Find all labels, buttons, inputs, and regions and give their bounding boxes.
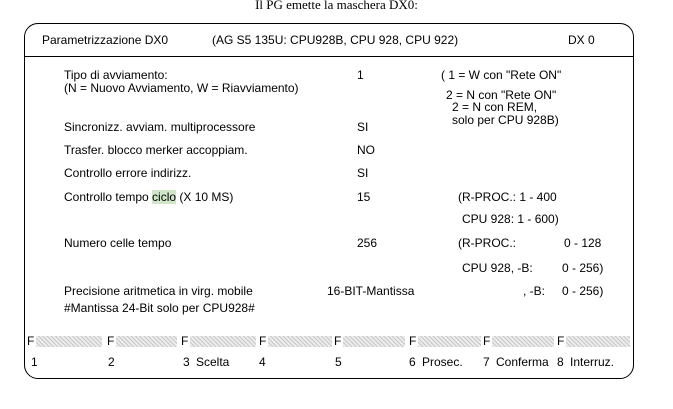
mask-title: Parametrizzazione DX0 [42, 33, 169, 47]
fkey-5-number: 5 [335, 355, 342, 369]
fkey-1-button[interactable] [36, 336, 102, 347]
fkey-6-button[interactable] [418, 336, 481, 347]
fkey-8-number: 8 [557, 355, 564, 369]
cycle-time-label: Controllo tempo ciclo (X 10 MS) [64, 190, 234, 204]
header-divider [24, 56, 634, 57]
address-error-value[interactable]: SI [357, 166, 369, 180]
float-precision-label: Precisione aritmetica in virg. mobile [64, 284, 253, 298]
timer-cells-label: Numero celle tempo [64, 236, 172, 250]
startup-type-legend: (N = Nuovo Avviamento, W = Riavviamento) [64, 81, 299, 95]
multiproc-sync-label: Sincronizz. avviam. multiprocessore [64, 120, 256, 134]
fkey-8-button[interactable] [566, 336, 630, 347]
float-precision-note-b: 0 - 256) [562, 284, 604, 298]
fkey-7-label: Conferma [496, 355, 549, 369]
float-precision-note-a: , -B: [523, 284, 546, 298]
startup-type-value[interactable]: 1 [357, 68, 364, 82]
fkey-4-button[interactable] [268, 336, 332, 347]
fkey-3-label: Scelta [196, 355, 230, 369]
fkey-2-button[interactable] [116, 336, 177, 347]
multiproc-sync-value[interactable]: SI [357, 120, 369, 134]
mask-id: DX 0 [568, 33, 595, 47]
fkey-7-letter: F [483, 334, 491, 348]
figure-caption: Il PG emette la maschera DX0: [255, 0, 418, 12]
fkey-5-button[interactable] [343, 336, 405, 347]
timer-cells-note-1b: 0 - 128 [564, 236, 602, 250]
fkey-2-letter: F [107, 334, 115, 348]
fkey-1-number: 1 [31, 355, 38, 369]
cycle-time-note-1: (R-PROC.: 1 - 400 [458, 190, 557, 204]
address-error-label: Controllo errore indirizz. [64, 166, 192, 180]
fkey-3-letter: F [181, 334, 189, 348]
fkey-1-letter: F [27, 334, 35, 348]
fkey-4-letter: F [259, 334, 267, 348]
fkey-7-number: 7 [483, 355, 490, 369]
fkey-3-button[interactable] [190, 336, 256, 347]
fkey-3-number: 3 [183, 355, 190, 369]
timer-cells-note-1a: (R-PROC.: [458, 236, 516, 250]
startup-type-note-2: 2 = N con "Rete ON" [446, 88, 557, 102]
fkey-8-letter: F [557, 334, 565, 348]
cycle-highlight: ciclo [152, 190, 177, 204]
merker-transfer-value[interactable]: NO [357, 143, 375, 157]
startup-type-label: Tipo di avviamento: [64, 68, 168, 82]
startup-type-note-1: ( 1 = W con "Rete ON" [441, 68, 562, 82]
startup-type-note-4: solo per CPU 928B) [452, 113, 559, 127]
timer-cells-note-2a: CPU 928, -B: [462, 261, 533, 275]
fkey-6-letter: F [409, 334, 417, 348]
fkey-8-label: Interruz. [570, 355, 615, 369]
fkey-5-letter: F [334, 334, 342, 348]
system-label: (AG S5 135U: CPU928B, CPU 928, CPU 922) [212, 33, 459, 47]
merker-transfer-label: Trasfer. blocco merker accoppiam. [64, 143, 248, 157]
fkey-6-number: 6 [409, 355, 416, 369]
timer-cells-note-2b: 0 - 256) [562, 261, 604, 275]
cycle-time-value[interactable]: 15 [357, 190, 371, 204]
float-precision-footnote: #Mantissa 24-Bit solo per CPU928# [64, 301, 255, 315]
fkey-2-number: 2 [108, 355, 115, 369]
startup-type-note-3: 2 = N con REM, [452, 100, 538, 114]
timer-cells-value[interactable]: 256 [357, 236, 378, 250]
cycle-time-note-2: CPU 928: 1 - 600) [462, 212, 559, 226]
fkey-4-number: 4 [259, 355, 266, 369]
fkey-6-label: Prosec. [422, 355, 463, 369]
float-precision-value[interactable]: 16-BIT-Mantissa [327, 284, 415, 298]
fkey-7-button[interactable] [492, 336, 554, 347]
